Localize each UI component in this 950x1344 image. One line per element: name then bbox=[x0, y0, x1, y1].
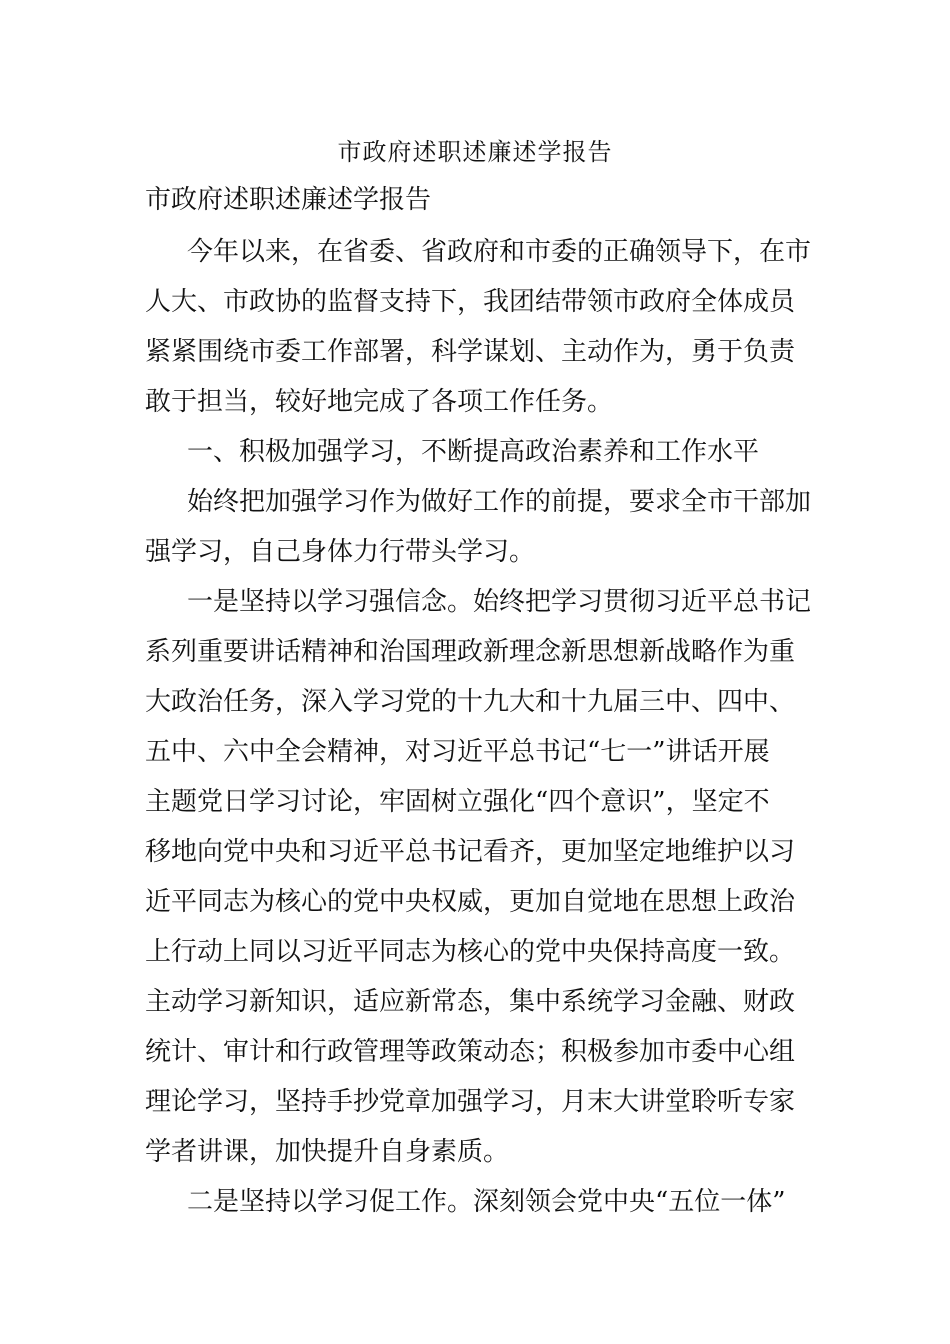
paragraph-line: 人大、市政协的监督支持下，我团结带领市政府全体成员 bbox=[145, 287, 796, 317]
paragraph-line: 上行动上同以习近平同志为核心的党中央保持高度一致。 bbox=[145, 937, 796, 967]
paragraph-line: 二是坚持以学习促工作。深刻领会党中央“五位一体” bbox=[187, 1187, 786, 1217]
paragraph-line: 近平同志为核心的党中央权威，更加自觉地在思想上政治 bbox=[145, 887, 796, 917]
paragraph-line: 紧紧围绕市委工作部署，科学谋划、主动作为，勇于负责 bbox=[145, 337, 796, 367]
paragraph-line: 大政治任务，深入学习党的十九大和十九届三中、四中、 bbox=[145, 687, 796, 717]
document-title: 市政府述职述廉述学报告 bbox=[337, 138, 613, 166]
paragraph-line: 理论学习，坚持手抄党章加强学习，月末大讲堂聆听专家 bbox=[145, 1087, 796, 1117]
paragraph-line: 一是坚持以学习强信念。始终把学习贯彻习近平总书记 bbox=[187, 587, 812, 617]
paragraph-line: 始终把加强学习作为做好工作的前提，要求全市干部加 bbox=[187, 487, 812, 517]
paragraph-line: 主题党日学习讨论，牢固树立强化“四个意识”，坚定不 bbox=[145, 787, 770, 817]
document-subtitle: 市政府述职述廉述学报告 bbox=[145, 185, 432, 215]
section-heading: 一、积极加强学习，不断提高政治素养和工作水平 bbox=[187, 437, 760, 467]
paragraph-line: 敢于担当，较好地完成了各项工作任务。 bbox=[145, 387, 614, 417]
paragraph-line: 主动学习新知识，适应新常态，集中系统学习金融、财政 bbox=[145, 987, 796, 1017]
paragraph-line: 统计、审计和行政管理等政策动态；积极参加市委中心组 bbox=[145, 1037, 796, 1067]
paragraph-line: 移地向党中央和习近平总书记看齐，更加坚定地维护以习 bbox=[145, 837, 796, 867]
paragraph-line: 五中、六中全会精神，对习近平总书记“七一”讲话开展 bbox=[145, 737, 770, 767]
paragraph-line: 学者讲课，加快提升自身素质。 bbox=[145, 1137, 510, 1167]
paragraph-line: 今年以来，在省委、省政府和市委的正确领导下，在市 bbox=[187, 237, 812, 267]
paragraph-line: 系列重要讲话精神和治国理政新理念新思想新战略作为重 bbox=[145, 637, 796, 667]
paragraph-line: 强学习，自己身体力行带头学习。 bbox=[145, 537, 536, 567]
